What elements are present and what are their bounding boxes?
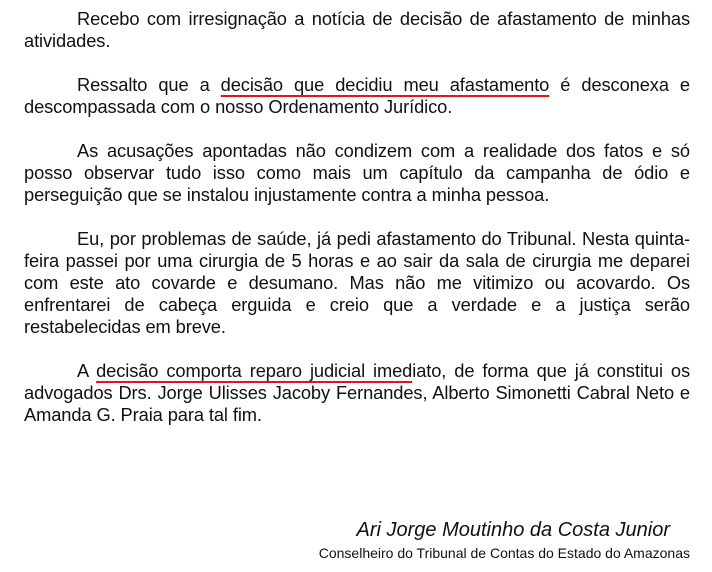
- letter-body: [24, 8, 690, 448]
- highlighted-phrase-afastamento: decisão que decidiu meu afastamento: [220, 74, 550, 95]
- paragraph-5-end: iato, de forma que já constitui os advogados Drs. Jorge Ulisses Jacoby Fernandes, Alberto Simonetti Cabral Neto e Amanda G. Praia para tal fim.: [24, 360, 690, 425]
- paragraph-5-start: A: [77, 360, 97, 381]
- paragraph-3: As acusações apontadas não condizem com a realidade dos fatos e só posso observar tudo isso como mais um capítulo da campanha de ódio e perseguição que se instalou injustamente contra a minha pessoa.: [24, 140, 690, 205]
- paragraph-2-end: é desconexa e descompassada com o nosso Ordenamento Jurídico.: [24, 74, 690, 117]
- paragraph-4: Eu, por problemas de saúde, já pedi afastamento do Tribunal. Nesta quinta-feira passei por uma cirurgia de 5 horas e ao sair da sala de cirurgia me deparei com este ato covarde e desumano. Mas não me vitimizo ou acovardo. Os enfrentarei de cabeça erguida e creio que a verdade e a justiça serão restabelecidas em breve.: [24, 228, 690, 337]
- signature-block: [319, 518, 690, 562]
- signature-name: Ari Jorge Moutinho da Costa Junior: [356, 519, 670, 541]
- signature-title: Conselheiro do Tribunal de Contas do Estado do Amazonas: [318, 545, 690, 561]
- paragraph-1: Recebo com irresignação a notícia de decisão de afastamento de minhas atividades.: [24, 8, 690, 51]
- highlighted-phrase-reparo: decisão comporta reparo judicial imed: [96, 360, 413, 381]
- paragraph-2-start: Ressalto que a: [77, 74, 221, 95]
- paragraph-2: [24, 74, 690, 118]
- paragraph-5: [24, 360, 690, 426]
